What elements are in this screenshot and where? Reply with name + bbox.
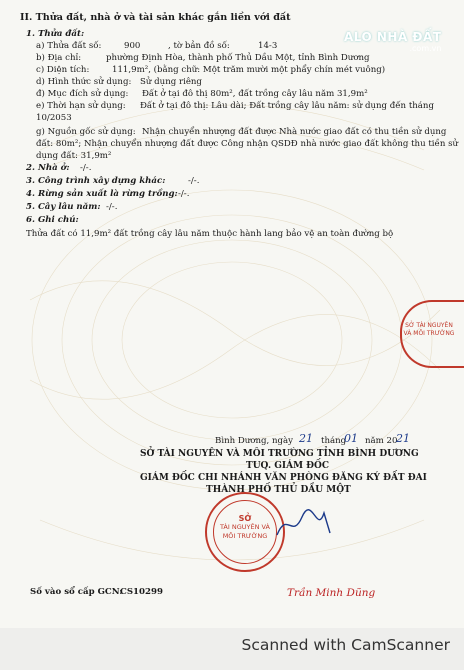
origin-value-2: đất: 80m²; Nhận chuyển nhượng đất được Công nhận QSDĐ nhà nước giao đất không thu tiền sử [36,139,459,149]
date-month-label: tháng [321,436,347,446]
origin-value: Nhận chuyển nhượng đất được Nhà nước giao đất có thu tiền sử dụng [142,127,447,137]
land-heading: 1. Thửa đất: [26,29,85,39]
perennial-value: -/-. [106,202,118,212]
registry-value: CS10299 [120,587,163,597]
watermark-url: .com.vn [409,44,442,53]
usage-form-value: Sử dụng riêng [140,77,202,87]
address-label: b) Địa chỉ: [36,53,82,63]
origin-value-3: dụng đất: 31,9m² [36,151,112,161]
authority-line-1: SỞ TÀI NGUYÊN VÀ MÔI TRƯỜNG TỈNH BÌNH DƯƠNG [140,449,419,459]
registry-label: Số vào sổ cấp GCN: [30,587,123,597]
parcel-number-value: 900 [124,41,141,51]
usage-term-value: Đất ở tại đô thị: Lâu dài; Đất trồng cây lâu năm: sử dụng đến tháng [140,101,434,111]
watermark-name: ALO NHÀ ĐẤT [344,30,442,44]
perennial-label: 5. Cây lâu năm: [26,202,101,212]
small-red-stamp [400,300,464,368]
date-year-label: năm 20 [365,436,398,446]
map-sheet-value: 14-3 [258,41,278,51]
address-value: phường Định Hòa, thành phố Thủ Dầu Một, tỉnh Bình Dương [106,53,370,63]
camscanner-label: Scanned with CamScanner [241,636,450,654]
section-title: II. Thửa đất, nhà ở và tài sản khác gắn liền với đất [20,12,291,23]
date-month: 01 [344,432,358,445]
construction-value: -/-. [188,176,200,186]
usage-term-value-2: 10/2053 [36,113,72,123]
usage-purpose-value: Đất ở tại đô thị 80m², đất trồng cây lâu năm 31,9m² [142,89,368,99]
date-place: Bình Dương, ngày [215,436,293,446]
site-watermark [344,30,441,53]
area-label: c) Diện tích: [36,65,90,75]
notes-label: 6. Ghi chú: [26,215,79,225]
usage-purpose-label: đ) Mục đích sử dụng: [36,89,129,99]
stamp-line-middle: TÀI NGUYÊN VÀ [219,523,271,531]
date-day: 21 [299,432,313,445]
construction-label: 3. Công trình xây dựng khác: [26,176,166,186]
authority-line-4: THÀNH PHỐ THỦ DẦU MỘT [206,485,351,495]
house-label: 2. Nhà ở: [26,163,70,173]
small-stamp-text: SỞ TÀI NGUYÊN VÀ MÔI TRƯỜNG [403,322,455,337]
stamp-line-top: SỞ [238,514,252,523]
date-year: 21 [396,432,410,445]
house-value: -/-. [80,163,92,173]
map-sheet-label: , tờ bản đồ số: [168,41,230,51]
usage-term-label: e) Thời hạn sử dụng: [36,101,126,111]
authority-line-3: GIÁM ĐỐC CHI NHÁNH VĂN PHÒNG ĐĂNG KÝ ĐẤT ĐAI [140,473,427,483]
signer-name: Trần Minh Dũng [287,587,376,599]
forest-value: -/-. [178,189,190,199]
usage-form-label: d) Hình thức sử dụng: [36,77,132,87]
forest-label: 4. Rừng sản xuất là rừng trồng: [26,189,178,199]
notes-text: Thửa đất có 11,9m² đất trồng cây lâu năm thuộc hành lang bảo vệ an toàn đường bộ [26,229,394,239]
authority-line-2: TUQ. GIÁM ĐỐC [246,461,330,471]
parcel-number-label: a) Thửa đất số: [36,41,102,51]
origin-label: g) Nguồn gốc sử dụng: [36,127,136,137]
area-value: 111,9m², (bằng chữ: Một trăm mười một phẩy chín mét vuông) [112,65,386,75]
handwritten-signature [272,505,342,545]
stamp-line-bottom: MÔI TRƯỜNG [222,532,268,540]
